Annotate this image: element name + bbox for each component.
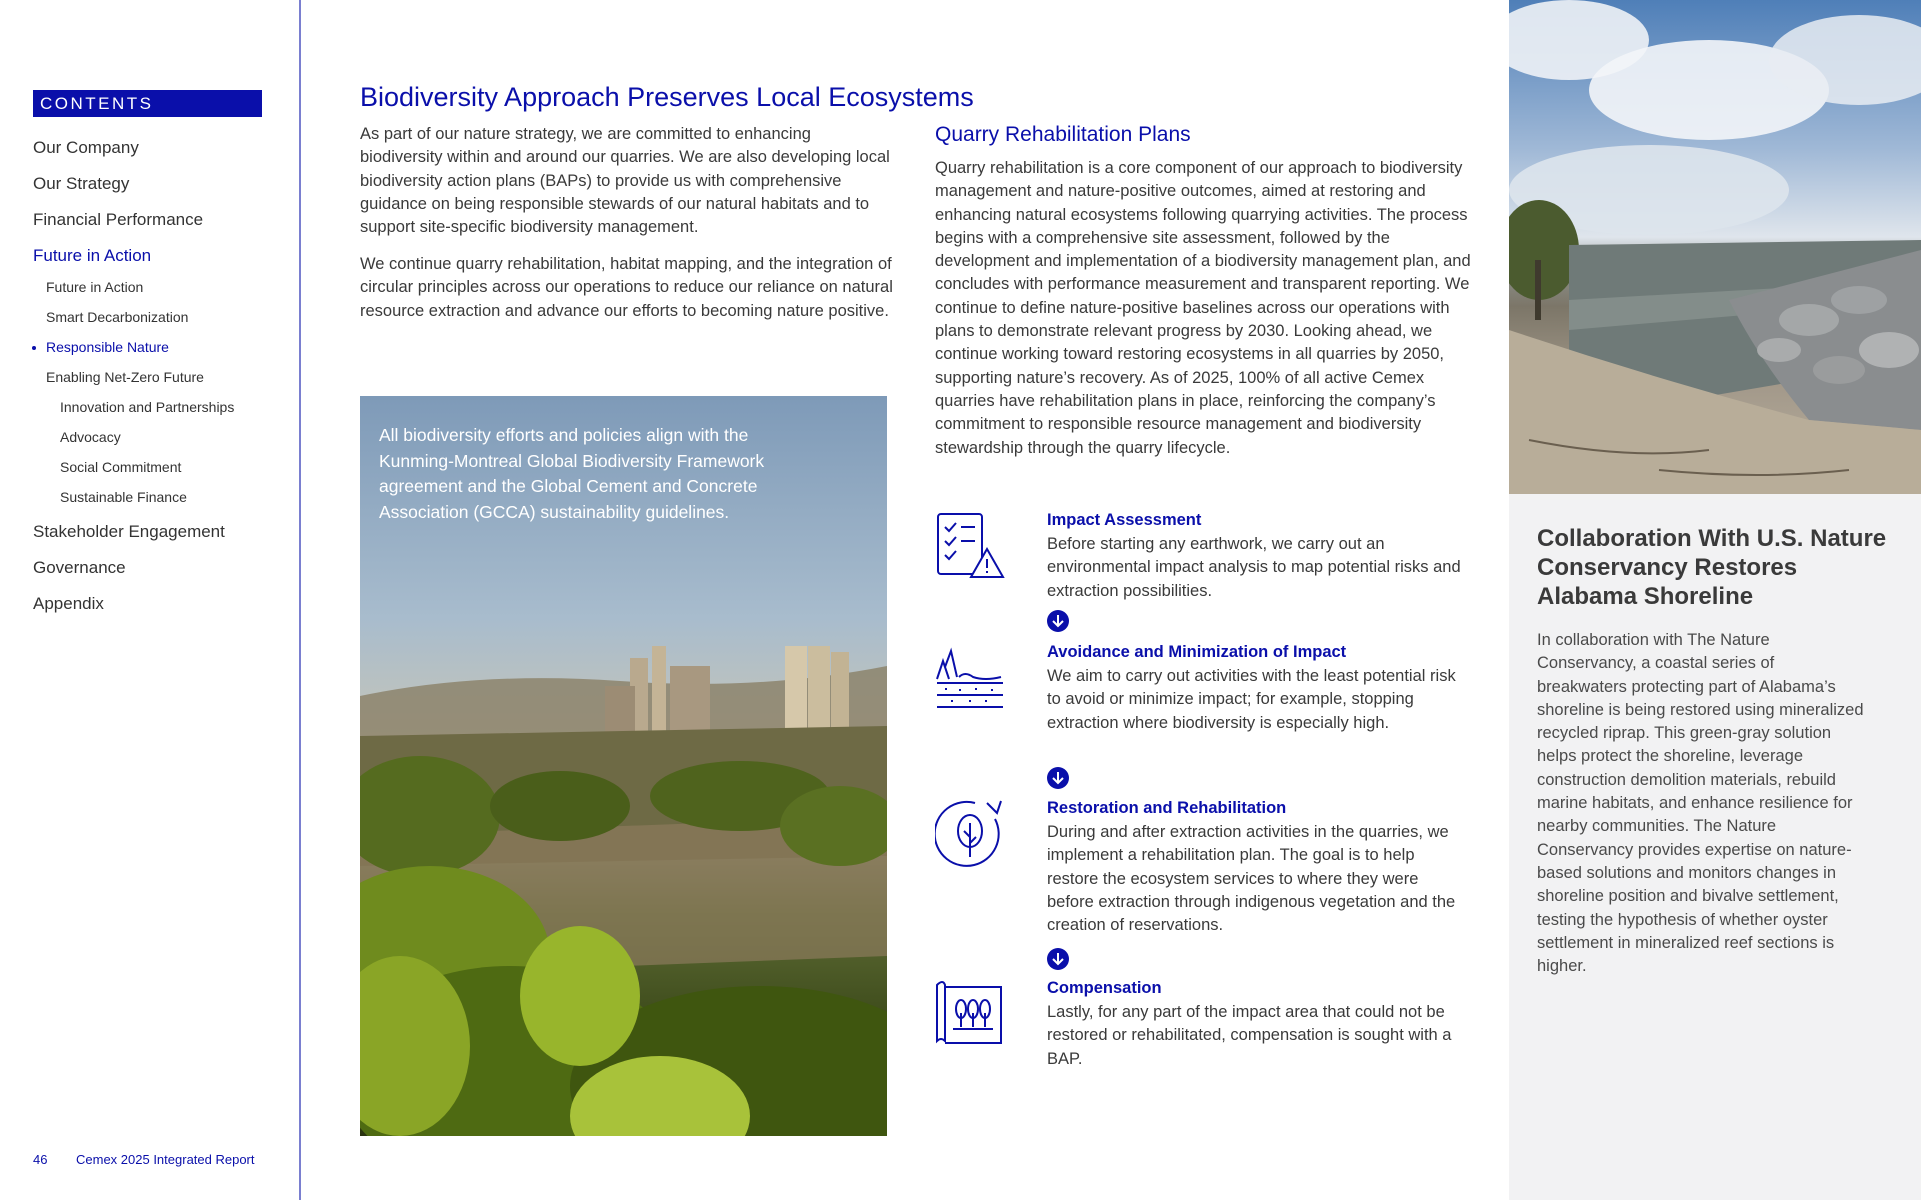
page-number: 46 xyxy=(33,1152,48,1167)
toc-innovation-partnerships[interactable]: Innovation and Partnerships xyxy=(60,399,235,415)
case-study-title: Collaboration With U.S. Nature Conservancy Restores Alabama Shoreline xyxy=(1537,525,1887,610)
toc-future-in-action[interactable]: Future in Action xyxy=(33,246,152,265)
map-trees-icon xyxy=(935,979,1005,1049)
toc-our-strategy[interactable]: Our Strategy xyxy=(33,174,130,193)
checklist-warning-icon xyxy=(935,511,1005,581)
toc-governance[interactable]: Governance xyxy=(33,558,126,577)
toc-responsible-nature[interactable]: Responsible Nature xyxy=(46,339,169,355)
arrow-down-icon xyxy=(1047,948,1069,970)
step-text: We aim to carry out activities with the least potential risk to avoid or minimize impact; for example, stopping extraction where biodiversity is especially high. xyxy=(1047,667,1456,732)
toc-smart-decarbonization[interactable]: Smart Decarbonization xyxy=(46,309,189,325)
active-bullet xyxy=(32,346,36,350)
toc-advocacy[interactable]: Advocacy xyxy=(60,429,121,445)
step-title: Restoration and Rehabilitation xyxy=(1047,799,1287,817)
shoreline-photo xyxy=(1509,0,1921,494)
toc-appendix[interactable]: Appendix xyxy=(33,594,104,613)
toc-stakeholder-engagement[interactable]: Stakeholder Engagement xyxy=(33,522,225,541)
intro-paragraph-2: We continue quarry rehabilitation, habitat mapping, and the integration of circular principles across our operations to reduce our reliance on natural resource extraction and advance our efforts to becoming nature positive. xyxy=(360,255,893,320)
step-text: Before starting any earthwork, we carry out an environmental impact analysis to map potential risks and extraction possibilities. xyxy=(1047,535,1461,600)
step-title: Compensation xyxy=(1047,979,1162,997)
toc-financial-performance[interactable]: Financial Performance xyxy=(33,210,204,229)
step-title: Avoidance and Minimization of Impact xyxy=(1047,643,1347,661)
step-text: During and after extraction activities in the quarries, we implement a rehabilitation plan. The goal is to help restore the ecosystem services to where they were before extraction through indigenous vegetation and the creation of reservations. xyxy=(1047,823,1456,935)
page-title: Biodiversity Approach Preserves Local Ecosystems xyxy=(360,82,974,112)
quarry-paragraph: Quarry rehabilitation is a core component of our approach to biodiversity management and nature-positive outcomes, aimed at restoring and enhancing natural ecosystems following quarrying activities. The process begins with a comprehensive site assessment, followed by the development and implementation of a biodiversity management plan, and concludes with performance measurement and transparent reporting. We continue to define nature-positive baselines across our operations with plans to demonstrate relevant progress by 2030. Looking ahead, we continue working toward restoring ecosystems in all quarries by 2050, supporting nature’s recovery. As of 2025, 100% of all active Cemex quarries have rehabilitation plans in place, reinforcing the company’s commitment to responsible resource management and biodiversity stewardship through the quarry lifecycle. xyxy=(935,159,1471,457)
quarry-section-title: Quarry Rehabilitation Plans xyxy=(935,123,1191,146)
shoreline-illustration xyxy=(1509,0,1921,494)
toc-sustainable-finance[interactable]: Sustainable Finance xyxy=(60,489,187,505)
landscape-layers-icon xyxy=(935,643,1005,713)
toc-enabling-net-zero[interactable]: Enabling Net-Zero Future xyxy=(46,369,204,385)
intro-paragraph-1: As part of our nature strategy, we are committed to enhancing biodiversity within and around our quarries. We are also developing local biodiversity action plans (BAPs) to provide us with comprehensive guidance on being responsible stewards of our natural habitats and to support site-specific biodiversity management. xyxy=(360,125,890,237)
step-text: Lastly, for any part of the impact area that could not be restored or rehabilitated, compensation is sought with a BAP. xyxy=(1047,1003,1452,1068)
tree-cycle-icon xyxy=(935,799,1005,869)
arrow-down-icon xyxy=(1047,610,1069,632)
case-study-panel xyxy=(1509,0,1921,1200)
cement-plant-photo xyxy=(360,396,887,1136)
arrow-down-icon xyxy=(1047,767,1069,789)
toc-our-company[interactable]: Our Company xyxy=(33,138,139,157)
sidebar xyxy=(0,0,301,1200)
case-study-text: In collaboration with The Nature Conservancy, a coastal series of breakwaters protecting part of Alabama’s shoreline is being restored using mineralized recycled riprap. This green-gray solution helps protect the shoreline, leverage construction demolition materials, rebuild marine habitats, and enhance resilience for nearby communities. The Nature Conservancy provides expertise on nature-based solutions and monitors changes in shoreline position and bivalve settlement, testing the hypothesis of whether oyster settlement in mineralized reef sections is higher. xyxy=(1537,631,1864,976)
report-name: Cemex 2025 Integrated Report xyxy=(76,1152,255,1167)
toc-social-commitment[interactable]: Social Commitment xyxy=(60,459,182,475)
photo-caption: All biodiversity efforts and policies align with the Kunming-Montreal Global Biodiversity Framework agreement and the Global Cement and Concrete Association (GCCA) sustainability guidelines. xyxy=(379,425,765,522)
toc-future-in-action-sub[interactable]: Future in Action xyxy=(46,279,144,295)
contents-header: CONTENTS xyxy=(33,90,262,117)
step-title: Impact Assessment xyxy=(1047,511,1202,529)
